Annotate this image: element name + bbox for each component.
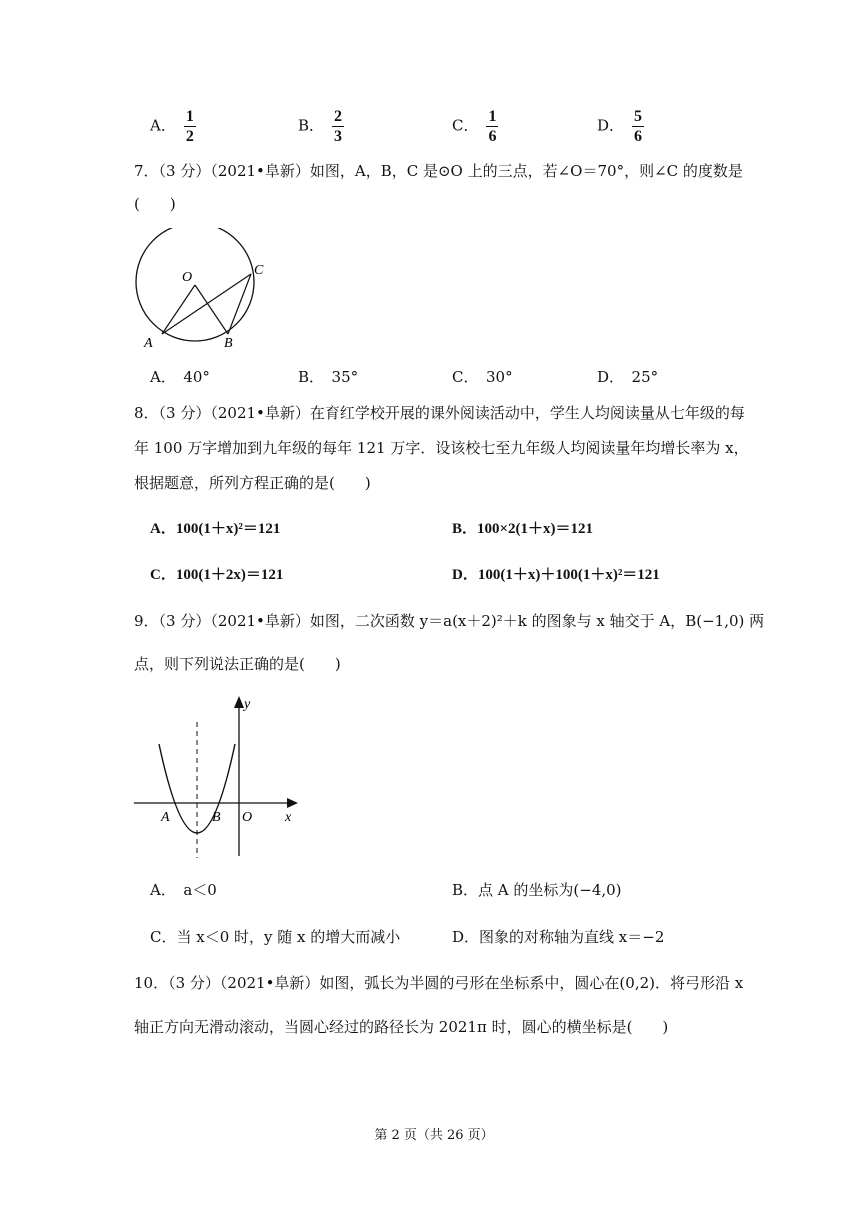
label-a: A bbox=[161, 810, 170, 825]
q9-option-b: B．点 A 的坐标为(−4,0) bbox=[452, 881, 622, 899]
segment-ac bbox=[162, 274, 251, 334]
q8-option-c: C．100(1＋2x)＝121 bbox=[150, 567, 284, 583]
q7-option-c: C． 30° bbox=[452, 368, 513, 386]
q6-option-b: B． $\frac{2}{3}$ bbox=[298, 108, 343, 145]
q7-option-a: A． 40° bbox=[150, 368, 210, 386]
fraction: $\frac{1}{2}$ bbox=[185, 108, 194, 145]
q8-option-d: D．100(1＋x)＋100(1＋x)²＝121 bbox=[452, 567, 660, 583]
x-axis-arrow-icon bbox=[287, 798, 298, 808]
q8-option-b: B．100×2(1＋x)＝121 bbox=[452, 521, 594, 537]
label-b: B bbox=[212, 810, 221, 825]
q8-stem-line1: 8．（3 分）（2021•阜新）在育红学校开展的课外阅读活动中，学生人均阅读量从七年级的每 bbox=[134, 404, 745, 422]
q9-option-d: D．图象的对称轴为直线 x＝−2 bbox=[452, 928, 665, 946]
q9-parabola-figure bbox=[130, 690, 305, 862]
label-x: x bbox=[285, 810, 292, 825]
q9-stem-line2: 点，则下列说法正确的是( ) bbox=[134, 655, 341, 673]
q10-stem-line1: 10．（3 分）（2021•阜新）如图，弧长为半圆的弓形在坐标系中，圆心在(0,2)．将弓形沿 x bbox=[134, 974, 744, 992]
q7-option-d: D． 25° bbox=[597, 368, 659, 386]
page-footer: 第 2 页（共 26 页） bbox=[374, 1128, 494, 1143]
q8-option-a: A．100(1＋x)²＝121 bbox=[150, 521, 281, 537]
q9-option-a: A． a＜0 bbox=[150, 881, 217, 899]
label-o: O bbox=[182, 270, 193, 285]
segment-oa bbox=[162, 285, 195, 334]
label-a: A bbox=[144, 336, 153, 351]
q8-stem-line2: 年 100 万字增加到九年级的每年 121 万字．设该校七至九年级人均阅读量年均增长率为 x， bbox=[134, 439, 749, 457]
label-o: O bbox=[242, 810, 253, 825]
q7-stem-line2: ( ) bbox=[134, 195, 176, 213]
label-b: B bbox=[224, 336, 233, 351]
q9-stem-line1: 9．（3 分）（2021•阜新）如图，二次函数 y＝a(x＋2)²＋k 的图象与 x 轴交于 A，B(−1,0) 两 bbox=[134, 612, 765, 630]
fraction: $\frac{1}{6}$ bbox=[488, 108, 497, 145]
label-c: C bbox=[254, 263, 264, 278]
q9-option-c: C．当 x＜0 时，y 随 x 的增大而减小 bbox=[150, 928, 401, 946]
q7-option-b: B． 35° bbox=[298, 368, 359, 386]
q6-option-c: C． $\frac{1}{6}$ bbox=[452, 108, 497, 145]
segment-bc bbox=[228, 274, 251, 334]
fraction: $\frac{5}{6}$ bbox=[634, 108, 643, 145]
fraction: $\frac{2}{3}$ bbox=[334, 108, 343, 145]
y-axis-arrow-icon bbox=[234, 696, 244, 708]
label-y: y bbox=[244, 697, 251, 712]
q8-stem-line3: 根据题意，所列方程正确的是( ) bbox=[134, 474, 371, 492]
q7-stem-line1: 7．（3 分）（2021•阜新）如图，A，B，C 是⊙O 上的三点，若∠O＝70°，则∠C 的度数是 bbox=[134, 162, 743, 180]
q6-option-a: A． $\frac{1}{2}$ bbox=[150, 108, 194, 145]
q10-stem-line2: 轴正方向无滑动滚动，当圆心经过的路径长为 2021π 时，圆心的横坐标是( ) bbox=[134, 1018, 669, 1036]
q6-option-d: D． $\frac{5}{6}$ bbox=[597, 108, 643, 145]
q7-circle-figure bbox=[130, 228, 270, 356]
